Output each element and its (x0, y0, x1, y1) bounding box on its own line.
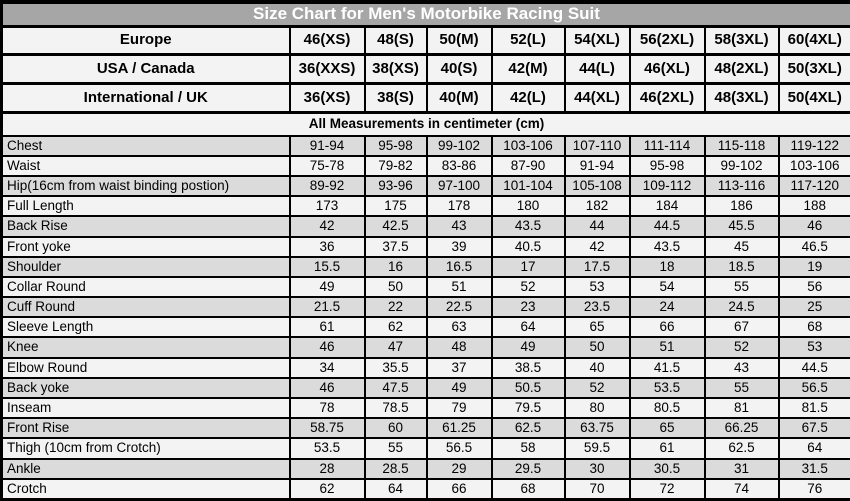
measurement-value-cell: 63.75 (565, 418, 630, 438)
measurement-value-cell: 39 (427, 237, 492, 257)
measurement-value-cell: 49 (427, 378, 492, 398)
measurement-value-cell: 74 (705, 479, 779, 500)
measurement-value-cell: 67 (705, 317, 779, 337)
measurement-value-cell: 91-94 (290, 136, 365, 156)
size-row (2, 26, 850, 55)
measurement-value-cell: 62.5 (705, 438, 779, 458)
measurement-value-cell: 68 (779, 317, 850, 337)
measurement-value-cell: 44 (565, 216, 630, 236)
measurement-row (2, 216, 850, 236)
measurement-value-cell: 46 (290, 378, 365, 398)
measurement-value-cell: 31 (705, 459, 779, 479)
note-row (2, 112, 850, 136)
measurement-value-cell: 79-82 (365, 156, 427, 176)
measurement-label: Thigh (10cm from Crotch) (2, 438, 290, 458)
region-label: International / UK (2, 83, 290, 112)
measurement-value-cell: 22.5 (427, 297, 492, 317)
measurement-value-cell: 66.25 (705, 418, 779, 438)
measurement-value-cell: 115-118 (705, 136, 779, 156)
measurement-value-cell: 107-110 (565, 136, 630, 156)
measurement-value-cell: 65 (565, 317, 630, 337)
measurement-value-cell: 21.5 (290, 297, 365, 317)
size-cell: 46(2XL) (630, 83, 705, 112)
measurement-value-cell: 178 (427, 196, 492, 216)
size-cell: 48(3XL) (705, 83, 779, 112)
measurement-label: Collar Round (2, 277, 290, 297)
measurement-value-cell: 53 (565, 277, 630, 297)
measurement-value-cell: 30 (565, 459, 630, 479)
note-section (2, 112, 850, 136)
measurement-value-cell: 51 (427, 277, 492, 297)
measurement-value-cell: 78 (290, 398, 365, 418)
measurement-value-cell: 17.5 (565, 257, 630, 277)
measurement-value-cell: 89-92 (290, 176, 365, 196)
measurement-value-cell: 61.25 (427, 418, 492, 438)
measurement-value-cell: 40 (565, 358, 630, 378)
measurement-value-cell: 16.5 (427, 257, 492, 277)
measurement-value-cell: 93-96 (365, 176, 427, 196)
size-cell: 54(XL) (565, 26, 630, 55)
measurement-label: Hip(16cm from waist binding postion) (2, 176, 290, 196)
measurement-value-cell: 41.5 (630, 358, 705, 378)
measurement-row (2, 156, 850, 176)
measurement-row (2, 196, 850, 216)
measurement-value-cell: 64 (365, 479, 427, 500)
measurement-value-cell: 62 (290, 479, 365, 500)
measurement-value-cell: 23.5 (565, 297, 630, 317)
measurement-value-cell: 175 (365, 196, 427, 216)
measurement-value-cell: 15.5 (290, 257, 365, 277)
measurement-value-cell: 103-106 (779, 156, 850, 176)
measurement-row (2, 418, 850, 438)
measurement-value-cell: 79 (427, 398, 492, 418)
size-cell: 44(XL) (565, 83, 630, 112)
size-cell: 36(XS) (290, 83, 365, 112)
measurement-row (2, 317, 850, 337)
measurement-value-cell: 79.5 (492, 398, 565, 418)
measurement-value-cell: 56.5 (427, 438, 492, 458)
measurement-label: Front yoke (2, 237, 290, 257)
measurement-value-cell: 29.5 (492, 459, 565, 479)
measurement-value-cell: 66 (427, 479, 492, 500)
title-section (2, 2, 850, 26)
measurement-value-cell: 61 (290, 317, 365, 337)
measurement-value-cell: 49 (492, 337, 565, 357)
measurement-value-cell: 47.5 (365, 378, 427, 398)
size-cell: 48(2XL) (705, 55, 779, 84)
measurement-label: Front Rise (2, 418, 290, 438)
measurement-value-cell: 54 (630, 277, 705, 297)
measurement-value-cell: 83-86 (427, 156, 492, 176)
size-cell: 42(L) (492, 83, 565, 112)
measurement-value-cell: 46.5 (779, 237, 850, 257)
measurement-value-cell: 64 (779, 438, 850, 458)
measurement-value-cell: 99-102 (705, 156, 779, 176)
size-cell: 56(2XL) (630, 26, 705, 55)
size-cell: 38(XS) (365, 55, 427, 84)
measurement-value-cell: 55 (705, 277, 779, 297)
measurement-value-cell: 36 (290, 237, 365, 257)
measurement-value-cell: 28 (290, 459, 365, 479)
measurement-value-cell: 25 (779, 297, 850, 317)
measurement-value-cell: 58 (492, 438, 565, 458)
measurement-row (2, 438, 850, 458)
measurement-row (2, 136, 850, 156)
measurement-value-cell: 78.5 (365, 398, 427, 418)
region-label: USA / Canada (2, 55, 290, 84)
measurement-value-cell: 46 (290, 337, 365, 357)
title-row (2, 2, 850, 26)
measurement-value-cell: 103-106 (492, 136, 565, 156)
size-cell: 58(3XL) (705, 26, 779, 55)
measurement-value-cell: 180 (492, 196, 565, 216)
measurement-value-cell: 40.5 (492, 237, 565, 257)
size-cell: 44(L) (565, 55, 630, 84)
measurement-value-cell: 61 (630, 438, 705, 458)
measurement-value-cell: 67.5 (779, 418, 850, 438)
measurement-label: Waist (2, 156, 290, 176)
measurement-value-cell: 70 (565, 479, 630, 500)
measurement-value-cell: 16 (365, 257, 427, 277)
measurement-row (2, 337, 850, 357)
size-cell: 46(XL) (630, 55, 705, 84)
measurement-value-cell: 95-98 (630, 156, 705, 176)
measurement-value-cell: 76 (779, 479, 850, 500)
measurement-value-cell: 42.5 (365, 216, 427, 236)
measurement-label: Back yoke (2, 378, 290, 398)
measurement-value-cell: 119-122 (779, 136, 850, 156)
measurement-value-cell: 22 (365, 297, 427, 317)
measurement-value-cell: 42 (565, 237, 630, 257)
measurement-value-cell: 113-116 (705, 176, 779, 196)
measurement-value-cell: 62.5 (492, 418, 565, 438)
measurement-value-cell: 55 (365, 438, 427, 458)
size-cell: 60(4XL) (779, 26, 850, 55)
measurement-value-cell: 51 (630, 337, 705, 357)
size-cell: 40(M) (427, 83, 492, 112)
measurement-label: Shoulder (2, 257, 290, 277)
measurement-value-cell: 56.5 (779, 378, 850, 398)
measurement-value-cell: 111-114 (630, 136, 705, 156)
measurement-row (2, 358, 850, 378)
measurement-value-cell: 29 (427, 459, 492, 479)
measurement-value-cell: 43.5 (630, 237, 705, 257)
measurement-value-cell: 80 (565, 398, 630, 418)
measurement-value-cell: 117-120 (779, 176, 850, 196)
measurement-value-cell: 109-112 (630, 176, 705, 196)
measurement-value-cell: 66 (630, 317, 705, 337)
measurement-value-cell: 99-102 (427, 136, 492, 156)
chart-title: Size Chart for Men's Motorbike Racing Suit (2, 2, 850, 26)
measurement-value-cell: 52 (705, 337, 779, 357)
measurement-value-cell: 24 (630, 297, 705, 317)
measurement-row (2, 378, 850, 398)
size-cell: 42(M) (492, 55, 565, 84)
measurement-value-cell: 182 (565, 196, 630, 216)
size-cell: 48(S) (365, 26, 427, 55)
measurement-value-cell: 75-78 (290, 156, 365, 176)
measurement-value-cell: 43 (705, 358, 779, 378)
size-cell: 52(L) (492, 26, 565, 55)
measurement-value-cell: 56 (779, 277, 850, 297)
measurement-row (2, 176, 850, 196)
size-row (2, 55, 850, 84)
measurement-value-cell: 53.5 (630, 378, 705, 398)
measurement-value-cell: 105-108 (565, 176, 630, 196)
measurement-value-cell: 52 (492, 277, 565, 297)
measurement-value-cell: 37.5 (365, 237, 427, 257)
measurement-value-cell: 30.5 (630, 459, 705, 479)
measurement-value-cell: 64 (492, 317, 565, 337)
measurement-rows (2, 136, 850, 500)
measurement-value-cell: 81.5 (779, 398, 850, 418)
measurement-value-cell: 44.5 (630, 216, 705, 236)
measurement-value-cell: 53.5 (290, 438, 365, 458)
measurement-value-cell: 17 (492, 257, 565, 277)
measurement-value-cell: 62 (365, 317, 427, 337)
size-cell: 38(S) (365, 83, 427, 112)
measurement-value-cell: 31.5 (779, 459, 850, 479)
measurement-value-cell: 101-104 (492, 176, 565, 196)
measurement-value-cell: 18 (630, 257, 705, 277)
size-cell: 36(XXS) (290, 55, 365, 84)
measurement-value-cell: 28.5 (365, 459, 427, 479)
measurement-value-cell: 23 (492, 297, 565, 317)
measurement-value-cell: 24.5 (705, 297, 779, 317)
measurement-row (2, 459, 850, 479)
measurement-label: Back Rise (2, 216, 290, 236)
size-cell: 50(4XL) (779, 83, 850, 112)
measurement-value-cell: 38.5 (492, 358, 565, 378)
measurement-value-cell: 63 (427, 317, 492, 337)
measurement-row (2, 479, 850, 500)
measurement-label: Crotch (2, 479, 290, 500)
size-row (2, 83, 850, 112)
measurement-value-cell: 48 (427, 337, 492, 357)
measurement-value-cell: 186 (705, 196, 779, 216)
measurement-value-cell: 173 (290, 196, 365, 216)
measurement-value-cell: 47 (365, 337, 427, 357)
measurement-row (2, 297, 850, 317)
measurement-value-cell: 46 (779, 216, 850, 236)
measurement-value-cell: 184 (630, 196, 705, 216)
measurement-value-cell: 35.5 (365, 358, 427, 378)
measurement-value-cell: 80.5 (630, 398, 705, 418)
measurement-row (2, 277, 850, 297)
size-cell: 50(3XL) (779, 55, 850, 84)
measurement-value-cell: 72 (630, 479, 705, 500)
measurement-value-cell: 55 (705, 378, 779, 398)
measurement-label: Sleeve Length (2, 317, 290, 337)
size-cell: 46(XS) (290, 26, 365, 55)
measurement-value-cell: 65 (630, 418, 705, 438)
measurement-value-cell: 42 (290, 216, 365, 236)
measurement-value-cell: 34 (290, 358, 365, 378)
measurement-value-cell: 53 (779, 337, 850, 357)
measurement-value-cell: 44.5 (779, 358, 850, 378)
measurement-value-cell: 52 (565, 378, 630, 398)
measurement-value-cell: 188 (779, 196, 850, 216)
size-header-rows (2, 26, 850, 112)
measurement-value-cell: 45 (705, 237, 779, 257)
measurements-note: All Measurements in centimeter (cm) (2, 112, 850, 136)
measurement-value-cell: 49 (290, 277, 365, 297)
measurement-row (2, 257, 850, 277)
measurement-value-cell: 95-98 (365, 136, 427, 156)
measurement-row (2, 237, 850, 257)
measurement-value-cell: 59.5 (565, 438, 630, 458)
measurement-label: Ankle (2, 459, 290, 479)
measurement-value-cell: 50 (565, 337, 630, 357)
measurement-value-cell: 50 (365, 277, 427, 297)
measurement-value-cell: 43 (427, 216, 492, 236)
measurement-row (2, 398, 850, 418)
size-cell: 50(M) (427, 26, 492, 55)
measurement-value-cell: 45.5 (705, 216, 779, 236)
measurement-label: Chest (2, 136, 290, 156)
measurement-value-cell: 91-94 (565, 156, 630, 176)
measurement-label: Full Length (2, 196, 290, 216)
measurement-value-cell: 18.5 (705, 257, 779, 277)
measurement-label: Inseam (2, 398, 290, 418)
measurement-value-cell: 50.5 (492, 378, 565, 398)
measurement-value-cell: 81 (705, 398, 779, 418)
measurement-value-cell: 19 (779, 257, 850, 277)
measurement-value-cell: 97-100 (427, 176, 492, 196)
measurement-value-cell: 58.75 (290, 418, 365, 438)
measurement-label: Cuff Round (2, 297, 290, 317)
measurement-value-cell: 68 (492, 479, 565, 500)
region-label: Europe (2, 26, 290, 55)
measurement-value-cell: 60 (365, 418, 427, 438)
measurement-label: Elbow Round (2, 358, 290, 378)
measurement-value-cell: 37 (427, 358, 492, 378)
measurement-label: Knee (2, 337, 290, 357)
measurement-value-cell: 43.5 (492, 216, 565, 236)
size-cell: 40(S) (427, 55, 492, 84)
measurement-value-cell: 87-90 (492, 156, 565, 176)
